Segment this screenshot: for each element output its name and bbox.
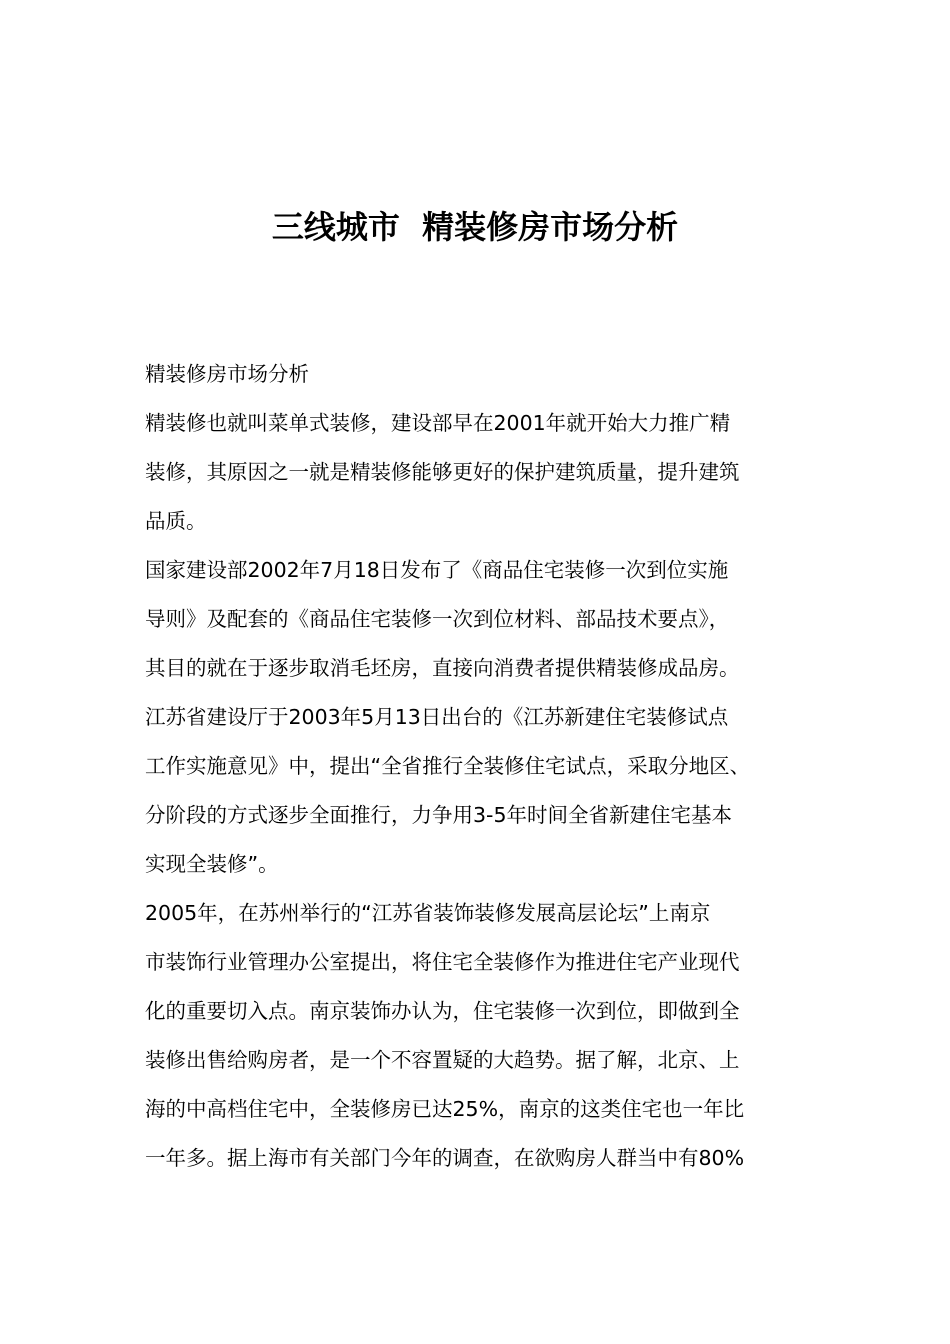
paragraph-line: 精装修也就叫菜单式装修，建设部早在2001年就开始大力推广精 [145, 411, 731, 435]
paragraph-line: 化的重要切入点。南京装饰办认为，住宅装修一次到位，即做到全 [145, 999, 740, 1023]
paragraph-line: 实现全装修”。 [145, 852, 279, 876]
paragraph-line: 市装饰行业管理办公室提出，将住宅全装修作为推进住宅产业现代 [145, 950, 740, 974]
paragraph-line: 国家建设部2002年7月18日发布了《商品住宅装修一次到位实施 [145, 558, 729, 582]
paragraph-line: 装修，其原因之一就是精装修能够更好的保护建筑质量，提升建筑 [145, 460, 740, 484]
paragraph-line: 一年多。据上海市有关部门今年的调查，在欲购房人群当中有80% [145, 1146, 745, 1170]
paragraph-line: 分阶段的方式逐步全面推行，力争用3-5年时间全省新建住宅基本 [145, 803, 732, 827]
paragraph-line: 其目的就在于逐步取消毛坯房，直接向消费者提供精装修成品房。 [145, 656, 740, 680]
document-body [145, 350, 810, 1183]
paragraph-line: 工作实施意见》中，提出“全省推行全装修住宅试点，采取分地区、 [145, 754, 751, 778]
paragraph-line: 2005年，在苏州举行的“江苏省装饰装修发展高层论坛”上南京 [145, 901, 711, 925]
paragraph-line: 品质。 [145, 509, 207, 533]
paragraph-line: 海的中高档住宅中，全装修房已达25%，南京的这类住宅也一年比 [145, 1097, 745, 1121]
paragraph-line: 导则》及配套的《商品住宅装修一次到位材料、部品技术要点》， [145, 607, 730, 631]
paragraph-line: 装修出售给购房者，是一个不容置疑的大趋势。据了解，北京、上 [145, 1048, 740, 1072]
document-title: 三线城市 精装修房市场分析 [271, 208, 679, 246]
subheading: 精装修房市场分析 [145, 362, 309, 386]
paragraph-line: 江苏省建设厅于2003年5月13日出台的《江苏新建住宅装修试点 [145, 705, 729, 729]
